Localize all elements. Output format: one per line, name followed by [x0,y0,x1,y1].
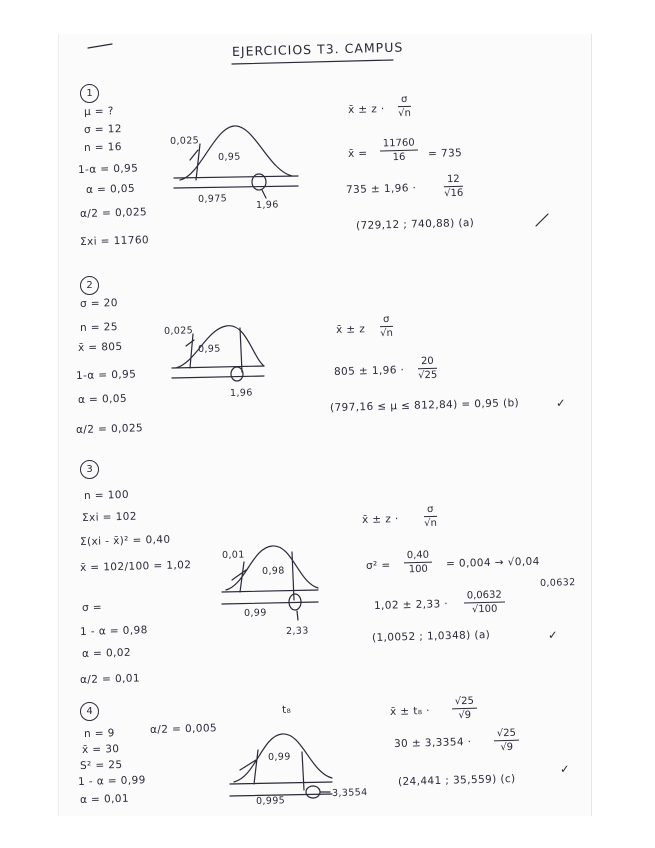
ex4-calc-left: 30 ± 3,3354 · [393,735,472,750]
ex3-calc-fraction [464,589,506,615]
ex1-curve-tail: 0,025 [169,135,200,147]
ex4-half-alpha: α/2 = 0,005 [149,722,218,736]
ex2-number-badge: 2 [80,276,99,295]
ex2-calc-fraction [418,356,438,381]
ex3-given-n: n = 100 [83,488,130,502]
ex2-curve-tail: 0,025 [163,325,194,337]
ex2-calc-num: 20 [418,356,437,369]
ex3-check: ✓ [547,627,559,642]
ex4-curve-t: 3,3554 [331,787,368,799]
ex1-given-mu: μ = ? [83,105,114,118]
ex3-formula-left: x̄ ± z · [361,513,399,526]
ex4-dist-label: t₈ [281,703,292,716]
ex3-given-confidence: 1 - α = 0,98 [79,624,148,638]
ex3-given-mean: x̄ = 102/100 = 1,02 [79,559,192,574]
ex2-given-mean: x̄ = 805 [77,340,123,354]
ex2-curve-z: 1,96 [229,387,253,399]
ex1-formula-left: x̄ ± z · [347,103,385,116]
page-title: EJERCICIOS T3. CAMPUS [231,39,404,59]
ex1-result: (729,12 ; 740,88) (a) [355,216,475,232]
ex4-curve-center: 0,99 [267,751,291,763]
ex1-half-alpha: α/2 = 0,025 [79,206,148,220]
ex1-mean-den: 16 [392,151,406,164]
title-underline [232,60,393,64]
ex4-calc-num: √25 [494,728,519,742]
ex2-result: (797,16 ≤ μ ≤ 812,84) = 0,95 (b) [329,397,520,414]
ex3-given-sq-dev: Σ(xi - x̄)² = 0,40 [79,533,171,548]
ex1-check-stroke [536,214,548,226]
ex3-curve-center: 0,98 [261,565,285,577]
corner-dash [88,44,112,48]
ex4-number-badge: 4 [80,702,99,721]
ex1-mean-left: x̄ = [347,147,368,160]
ex2-calc-left: 805 ± 1,96 · [333,364,405,378]
ex3-var-left: σ² = [365,559,391,572]
ex1-curve-left: 0,975 [197,193,228,205]
ex4-given-confidence: 1 - α = 0,99 [77,774,146,788]
ex4-formula-fraction [452,696,478,722]
ex3-var-fraction [404,550,433,576]
ex3-var-den: 100 [408,563,428,576]
ex4-given-variance: S² = 25 [79,758,123,772]
ex4-t-curve [230,734,332,798]
ex4-formula-num: √25 [452,696,477,710]
ex2-formula-left: x̄ ± z [335,323,366,336]
ex2-curve-center: 0,95 [197,343,221,355]
ex2-given-confidence: 1-α = 0,95 [75,368,137,382]
ex3-sd-value: 0,0632 [539,577,576,589]
ex1-given-sigma: σ = 12 [83,123,123,136]
ex3-half-alpha: α/2 = 0,01 [79,672,141,686]
ex1-calc-left: 735 ± 1,96 · [345,182,417,196]
ex2-given-sigma: σ = 20 [79,297,119,310]
ex1-mean-right: = 735 [427,147,463,160]
ex4-check: ✓ [559,761,571,776]
ex3-var-right: = 0,004 → √0,04 [445,555,540,570]
ex3-number-badge: 3 [80,460,99,479]
ex3-curve-left: 0,99 [243,607,267,619]
ex2-calc-den: √25 [418,369,438,382]
ex4-calc-den: √9 [500,741,514,754]
ex1-formula-den: √n [398,107,412,120]
ex3-curve-tail: 0,01 [221,549,245,561]
ex1-mean-num: 11760 [380,138,418,152]
ex3-given-alpha: α = 0,02 [81,646,132,660]
ex1-number-badge: 1 [80,84,99,103]
ex1-formula-num: σ [398,94,411,107]
ex3-formula-num: σ [424,504,437,517]
ex3-given-sigma: σ = [81,601,103,614]
ex1-curve-center: 0,95 [217,151,241,163]
ex1-sum: Σxi = 11760 [79,234,150,248]
ex1-formula-fraction [398,94,411,119]
ex2-check: ✓ [555,395,567,410]
ex1-calc-fraction [444,174,464,199]
ex1-calc-num: 12 [444,174,463,187]
ex2-formula-fraction [380,314,393,339]
ex4-curve-left: 0,995 [255,795,286,807]
ex3-calc-den: √100 [471,603,498,616]
ex4-formula-left: x̄ ± t₈ · [389,704,431,718]
ex2-formula-den: √n [380,327,394,340]
ex3-formula-den: √n [424,517,438,530]
ex2-given-alpha: α = 0,05 [77,392,128,406]
ex1-given-alpha: α = 0,05 [85,182,136,196]
ex1-given-confidence: 1-α = 0,95 [77,162,139,176]
ex2-half-alpha: α/2 = 0,025 [75,422,144,436]
ex1-curve-z: 1,96 [255,199,279,211]
ex1-mean-fraction [380,138,418,164]
ex3-formula-fraction [424,504,437,529]
ex4-formula-den: √9 [458,709,472,722]
ex2-formula-num: σ [380,314,393,327]
ex4-result: (24,441 ; 35,559) (c) [397,772,516,788]
ex3-calc-left: 1,02 ± 2,33 · [373,598,449,612]
ex3-calc-num: 0,0632 [464,589,505,603]
ex3-curve-z: 2,33 [285,625,309,637]
ex4-given-mean: x̄ = 30 [81,743,120,756]
ex3-var-num: 0,40 [404,550,433,564]
ex3-given-sum: Σxi = 102 [81,510,138,524]
ex2-given-n: n = 25 [79,321,119,334]
ex4-given-alpha: α = 0,01 [79,792,130,806]
ex4-calc-fraction [494,728,520,754]
ex1-given-n: n = 16 [83,141,123,154]
ex1-calc-den: √16 [444,187,464,200]
ex4-given-n: n = 9 [83,727,115,740]
ex3-result: (1,0052 ; 1,0348) (a) [371,628,491,644]
